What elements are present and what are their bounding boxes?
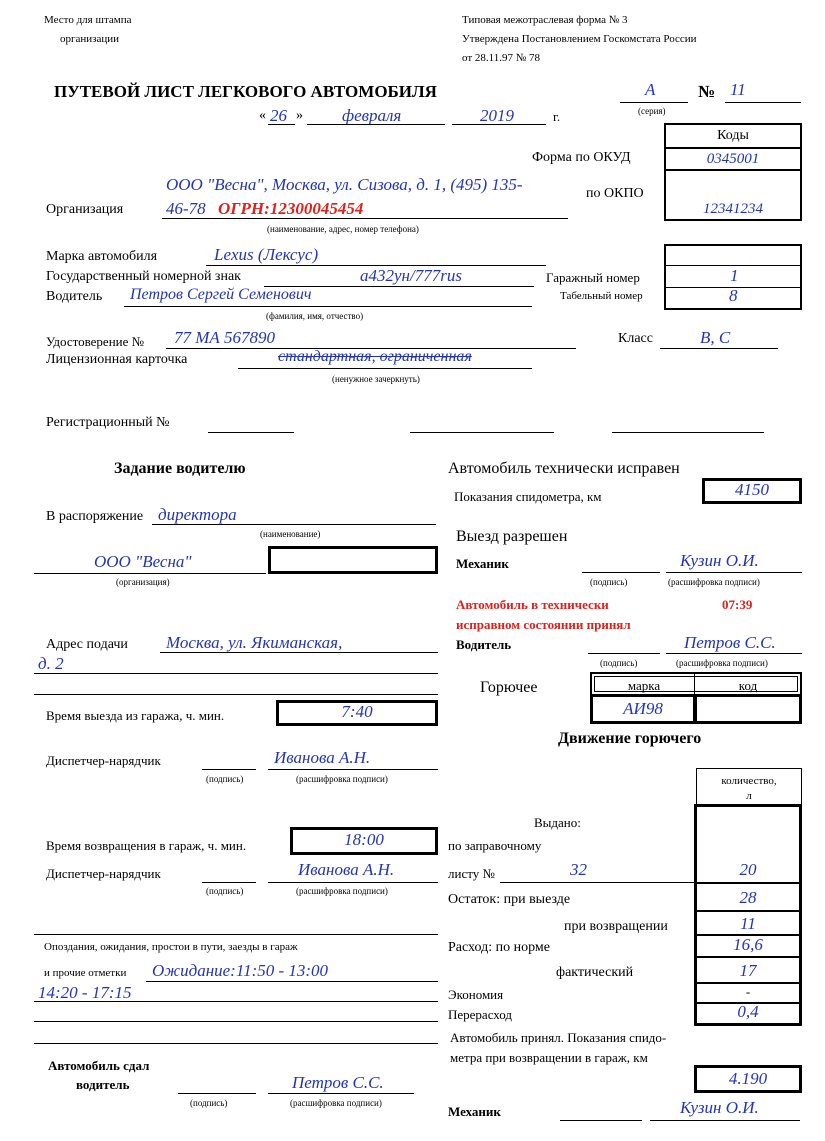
handed-label-line2: водитель [76, 1077, 130, 1092]
okpo-label: по ОКПО [586, 186, 644, 201]
dispatcher-sign-caption: (подпись) [206, 774, 244, 784]
date-year-suffix: г. [553, 109, 561, 124]
issued-label: Выдано: [534, 815, 581, 830]
date-year[interactable]: 2019 [480, 106, 514, 125]
card-label: Лицензионная карточка [46, 352, 188, 367]
qty-header-line1: количество, [721, 775, 777, 787]
plate-value[interactable]: а432ун/777rus [360, 266, 462, 285]
mechanic2-label: Механик [448, 1104, 501, 1119]
card-caption: (ненужное зачеркнуть) [332, 374, 420, 384]
form-approval-label: Утверждена Постановлением Госкомстата России [462, 33, 697, 45]
dispatcher-decode-caption: (расшифровка подписи) [296, 774, 388, 784]
org-value[interactable]: ООО "Весна" [94, 552, 192, 571]
stamp-place-label-2: организации [60, 33, 120, 45]
fuel-header-inner [594, 676, 798, 692]
org-code-box[interactable] [268, 546, 438, 574]
disposal-caption: (наименование) [260, 529, 321, 539]
fact-value[interactable]: 17 [739, 961, 757, 980]
dispatcher2-decode-caption: (расшифровка подписи) [296, 886, 388, 896]
page-title: ПУТЕВОЙ ЛИСТ ЛЕГКОВОГО АВТОМОБИЛЯ [54, 82, 437, 101]
handed-sign-caption: (подпись) [190, 1098, 228, 1108]
tech-ok-label: Автомобиль технически исправен [448, 460, 680, 477]
fuel-brand-header: марка [627, 678, 661, 693]
date-month[interactable]: февраля [342, 106, 402, 125]
task-title: Задание водителю [114, 460, 246, 477]
class-value[interactable]: В, С [700, 328, 731, 347]
exit-allowed-label: Выезд разрешен [456, 528, 568, 545]
stamp-place-label: Место для штампа [44, 14, 132, 26]
depart-time-box[interactable] [276, 700, 438, 726]
organization-line2[interactable]: 46-78 [166, 199, 206, 218]
address-line2[interactable]: д. 2 [38, 654, 64, 673]
odometer-value: 4150 [735, 480, 769, 499]
organization-label: Организация [46, 202, 124, 217]
handed-label-line1: Автомобиль сдал [48, 1058, 150, 1073]
driver-label: Водитель [46, 289, 103, 304]
dispatcher-label: Диспетчер-нарядчик [46, 753, 161, 768]
okpo-value: 12341234 [703, 201, 763, 217]
date-quote-open: « [259, 108, 266, 123]
codes-header: Коды [717, 128, 749, 143]
license-label: Удостоверение № [46, 334, 145, 349]
okud-value: 0345001 [706, 151, 760, 167]
organization-line1[interactable]: ООО "Весна", Москва, ул. Сизова, д. 1, (495) 135- [166, 175, 523, 194]
org-caption: (организация) [116, 577, 170, 587]
driver-value[interactable]: Петров Сергей Семенович [130, 286, 312, 303]
class-label: Класс [618, 331, 653, 346]
return-odo-label-line2: метра при возвращении в гараж, км [450, 1050, 648, 1065]
norm-value[interactable]: 16,6 [733, 935, 763, 954]
reg-number-label: Регистрационный № [46, 415, 170, 430]
rest-out-label: Остаток: при выезде [448, 892, 571, 907]
organization-ogrn[interactable]: ОГРН:12300045454 [218, 199, 364, 218]
mechanic-decode-caption: (расшифровка подписи) [668, 577, 760, 587]
address-line1[interactable]: Москва, ул. Якиманская, [166, 633, 343, 652]
depart-time-label: Время выезда из гаража, ч. мин. [46, 708, 225, 723]
address-label: Адрес подачи [46, 637, 128, 652]
tab-number-label: Табельный номер [560, 290, 643, 302]
brand-value[interactable]: Lexus (Лексус) [214, 245, 319, 264]
economy-label: Экономия [448, 987, 504, 1002]
form-approval-date: от 28.11.97 № 78 [462, 52, 540, 64]
brand-label: Марка автомобиля [46, 249, 158, 264]
garage-number-label: Гаражный номер [546, 270, 640, 285]
mechanic-value[interactable]: Кузин О.И. [680, 551, 759, 570]
mechanic-sign-caption: (подпись) [590, 577, 628, 587]
series-caption: (серия) [638, 106, 666, 116]
number-label: № [698, 82, 716, 101]
disposal-value[interactable]: директора [158, 505, 237, 524]
card-value[interactable]: стандартная, ограниченная [278, 348, 472, 365]
depart-time-value: 7:40 [341, 702, 373, 721]
dispatcher2-label: Диспетчер-нарядчик [46, 866, 161, 881]
return-time-label: Время возвращения в гараж, ч. мин. [46, 838, 247, 853]
delays-label-line1: Опоздания, ожидания, простои в пути, заезды в гараж [44, 941, 298, 953]
rest-out-value[interactable]: 28 [739, 888, 757, 907]
delays-value-line1[interactable]: Ожидание:11:50 - 13:00 [152, 961, 329, 980]
qty-header-cell [696, 768, 802, 806]
delays-value-line2[interactable]: 14:20 - 17:15 [38, 983, 132, 1002]
return-time-value: 18:00 [344, 830, 384, 849]
delays-label-line2: и прочие отметки [44, 967, 127, 979]
codes-header-cell [664, 123, 802, 149]
number-value[interactable]: 11 [730, 80, 746, 99]
fuel-code-cell[interactable] [694, 694, 802, 724]
return-odo-box[interactable] [694, 1065, 802, 1093]
return-odo-label-line1: Автомобиль принял. Показания спидо- [450, 1030, 667, 1045]
rest-in-value[interactable]: 11 [740, 914, 756, 933]
dispatcher2-value[interactable]: Иванова А.Н. [298, 860, 395, 879]
garage-number-value[interactable]: 1 [730, 266, 739, 285]
handed-driver-value[interactable]: Петров С.С. [292, 1073, 384, 1092]
okud-label: Форма по ОКУД [532, 150, 631, 165]
disposal-label: В распоряжение [46, 509, 144, 524]
return-odo-value: 4.190 [728, 1069, 768, 1088]
odometer-box[interactable] [702, 478, 802, 504]
odometer-label: Показания спидометра, км [454, 489, 602, 504]
handed-decode-caption: (расшифровка подписи) [290, 1098, 382, 1108]
return-time-box[interactable] [290, 827, 438, 855]
tab-number-value[interactable]: 8 [729, 286, 738, 305]
accepted-label-line1: Автомобиль в технически [456, 597, 609, 612]
right-driver-value[interactable]: Петров С.С. [684, 633, 776, 652]
right-driver-decode-caption: (расшифровка подписи) [676, 658, 768, 668]
fuel-code-header: код [738, 678, 758, 693]
license-value[interactable]: 77 МА 567890 [174, 328, 276, 347]
organization-caption: (наименование, адрес, номер телефона) [267, 224, 419, 234]
fuel-brand-cell[interactable] [590, 694, 696, 724]
mechanic2-value[interactable]: Кузин О.И. [680, 1098, 759, 1117]
right-driver-sign-caption: (подпись) [600, 658, 638, 668]
station-number[interactable]: 32 [570, 860, 587, 879]
date-quote-close: » [296, 108, 303, 123]
dispatcher-value[interactable]: Иванова А.Н. [274, 748, 371, 767]
overrun-value[interactable]: 0,4 [737, 1002, 759, 1021]
plate-label: Государственный номерной знак [46, 269, 241, 284]
form-type-label: Типовая межотраслевая форма № 3 [462, 14, 628, 26]
station-label-line2: листу № [448, 866, 495, 881]
driver-caption: (фамилия, имя, отчество) [266, 311, 364, 321]
fuel-label: Горючее [480, 679, 538, 696]
right-driver-label: Водитель [456, 637, 512, 652]
accepted-time[interactable]: 07:39 [722, 597, 753, 612]
dispatcher2-sign-caption: (подпись) [206, 886, 244, 896]
economy-value[interactable]: - [745, 984, 751, 999]
series-value[interactable]: А [645, 80, 656, 99]
qty-header-line2: л [746, 790, 752, 802]
station-label-line1: по заправочному [448, 838, 542, 853]
okpo-cell[interactable] [664, 169, 802, 221]
mechanic-label: Механик [456, 556, 509, 571]
rest-in-label: при возвращении [564, 919, 668, 934]
issued-value[interactable]: 20 [739, 860, 757, 879]
norm-label: Расход: по норме [448, 940, 550, 955]
fuel-movement-title: Движение горючего [558, 730, 702, 747]
fact-label: фактический [556, 965, 634, 980]
overrun-label: Перерасход [448, 1007, 513, 1022]
date-day[interactable]: 26 [270, 106, 287, 125]
fuel-brand-value: АИ98 [623, 699, 663, 718]
okud-cell[interactable] [664, 147, 802, 171]
accepted-label-line2: исправном состоянии принял [456, 617, 631, 632]
